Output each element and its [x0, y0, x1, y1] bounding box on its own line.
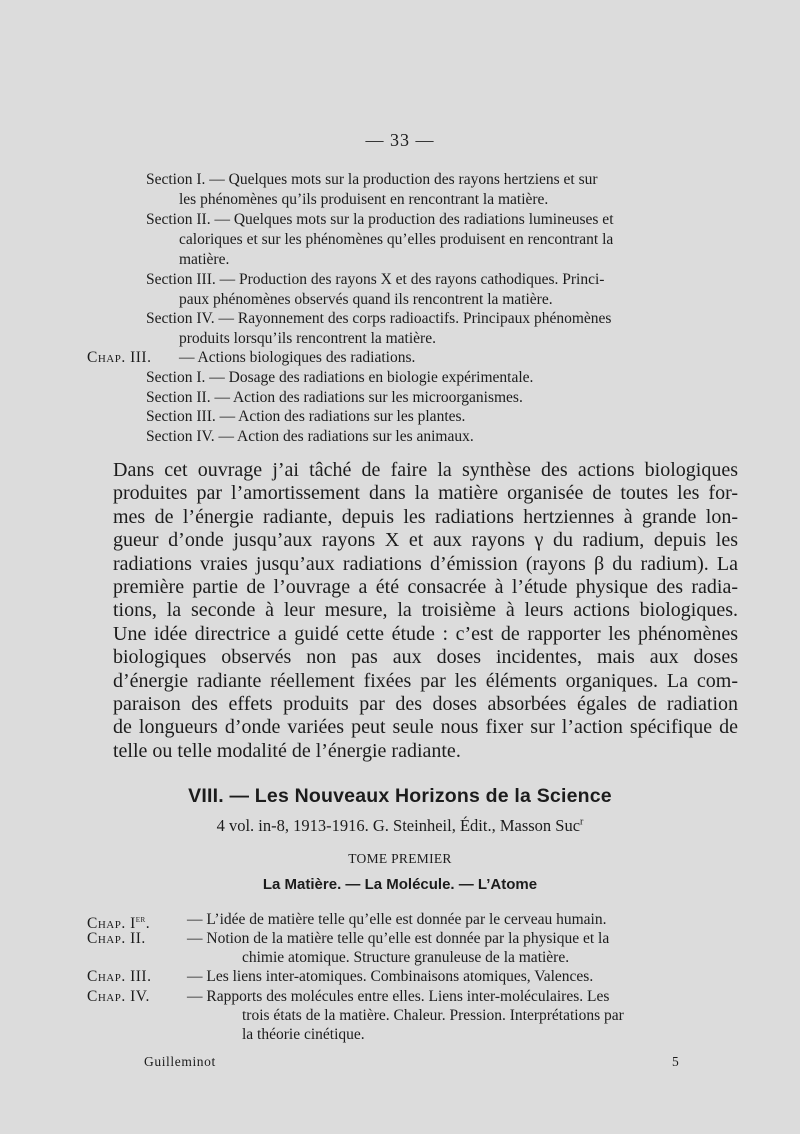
toc-line: matière. [179, 251, 230, 268]
paragraph-line: radiations vraies jusqu’aux radiations d’émission (rayons β du radium). La [113, 552, 738, 575]
chapter-label-suffix: . [145, 915, 151, 933]
paragraph-line: produites par l’amortissement dans la matière organisée de toutes les for- [113, 482, 738, 505]
paragraph-line: tions, la seconde à leur mesure, la troisième à leurs actions biologiques. [113, 599, 738, 622]
author-footer: Guilleminot [144, 1054, 216, 1069]
tome-title: La Matière. — La Molécule. — L’Atome [262, 876, 538, 893]
toc-line: trois états de la matière. Chaleur. Pression. Interprétations par [242, 1007, 624, 1024]
toc-line: produits lorsqu’ils rencontrent la matière. [179, 330, 436, 347]
paragraph-line: d’énergie radiante réellement fixées par les éléments organiques. La com- [113, 669, 738, 692]
chapter-label: Chap. III. [87, 349, 152, 366]
chapter-label: Chap. III. [87, 968, 152, 985]
book-subtitle-text: 4 vol. in-8, 1913-1916. G. Steinheil, Édit., Masson Suc [216, 816, 581, 835]
toc-line: les phénomènes qu’ils produisent en rencontrant la matière. [179, 191, 549, 208]
paragraph-line: de longueurs d’onde variées peut seule nous fixer sur l’action spécifique de [113, 716, 738, 739]
toc-line: caloriques et sur les phénomènes qu’elles produisent en rencontrant la [179, 231, 614, 248]
toc-line: — Actions biologiques des radiations. [179, 349, 416, 366]
chapter-label: Chap. II. [87, 930, 146, 947]
signature-mark: 5 [672, 1054, 679, 1069]
paragraph-line: Une idée directrice a guidé cette étude : c’est de rapporter les phénomènes [113, 622, 738, 645]
toc-line: Section II. — Action des radiations sur les microorganismes. [146, 389, 523, 406]
paragraph-line: telle ou telle modalité de l’énergie radiante. [113, 739, 461, 762]
toc-line: chimie atomique. Structure granuleuse de la matière. [242, 949, 570, 966]
paragraph-line: mes de l’énergie radiante, depuis les radiations hertziennes à grande lon- [113, 505, 738, 528]
toc-line: paux phénomènes observés quand ils rencontrent la matière. [179, 291, 553, 308]
toc-line: Section III. — Production des rayons X et des rayons cathodiques. Princi- [146, 271, 605, 288]
toc-line: — Les liens inter-atomiques. Combinaisons atomiques, Valences. [187, 968, 594, 985]
chapter-label-text: Chap. I [87, 915, 136, 933]
description-paragraph [113, 459, 738, 763]
paragraph-line: première partie de l’ouvrage a été consacrée à l’étude physique des radia- [113, 576, 738, 599]
paragraph-line: biologiques observés non pas aux doses incidentes, mais aux doses [113, 646, 738, 669]
toc-line: la théorie cinétique. [242, 1026, 365, 1043]
toc-line: Section I. — Dosage des radiations en biologie expérimentale. [146, 369, 534, 386]
tome-heading: TOME PREMIER [348, 851, 452, 866]
toc-line: Section IV. — Action des radiations sur les animaux. [146, 428, 474, 445]
toc-line: Section III. — Action des radiations sur les plantes. [146, 408, 466, 425]
paragraph-line: Dans cet ouvrage j’ai tâché de faire la synthèse des actions biologiques [113, 459, 738, 481]
toc-line: — Notion de la matière telle qu’elle est donnée par la physique et la [187, 930, 610, 947]
book-title: VIII. — Les Nouveaux Horizons de la Science [188, 785, 612, 807]
chapter-label-sup: er [135, 914, 146, 925]
chapter-label: Chap. IV. [87, 988, 150, 1005]
toc-line: Section I. — Quelques mots sur la production des rayons hertziens et sur [146, 171, 598, 188]
book-subtitle [0, 816, 800, 836]
toc-line: Section II. — Quelques mots sur la production des radiations lumineuses et [146, 211, 614, 228]
page-number: — 33 — [365, 130, 435, 150]
paragraph-line: paraison des effets produits par des doses absorbées égales de radiation [113, 693, 738, 716]
toc-line: — Rapports des molécules entre elles. Liens inter-moléculaires. Les [187, 988, 610, 1005]
toc-line: Section IV. — Rayonnement des corps radioactifs. Principaux phénomènes [146, 310, 612, 327]
book-subtitle-sup: r [580, 816, 584, 828]
toc-line: — L’idée de matière telle qu’elle est donnée par le cerveau humain. [187, 911, 607, 928]
paragraph-line: gueur d’onde jusqu’aux rayons X et aux rayons γ du radium, depuis les [113, 529, 738, 552]
